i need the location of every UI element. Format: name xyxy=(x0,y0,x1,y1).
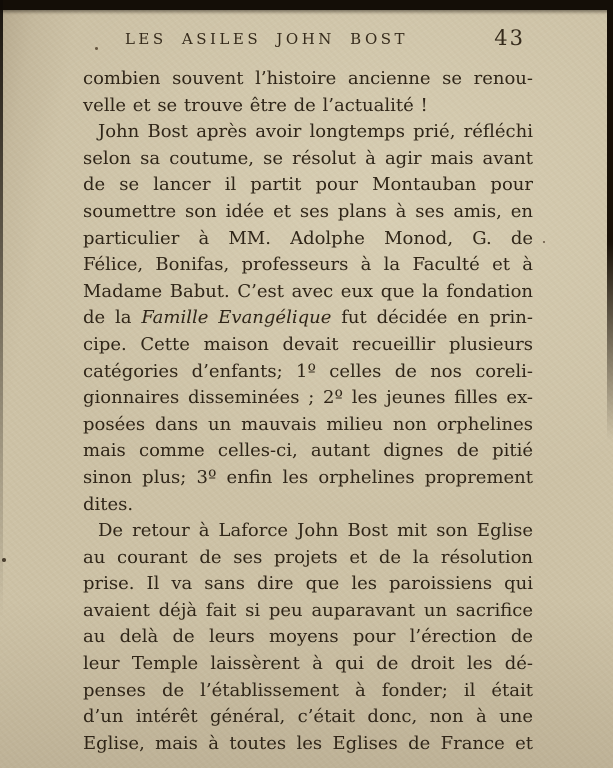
ink-speck xyxy=(2,558,6,562)
text-line: John Bost après avoir longtemps prié, réfléchi xyxy=(98,121,533,143)
text-line: combien souvent l’histoire ancienne se renou- xyxy=(83,68,533,89)
italic-book-title: Famille Evangélique xyxy=(141,307,332,329)
text-line: De retour à Laforce John Bost mit son Eglise xyxy=(98,520,533,542)
text-line: sinon plus; 3º enfin les orphelines proprement xyxy=(83,466,533,488)
running-title: LES ASILES JOHN BOST xyxy=(124,30,409,48)
text-line: d’un intérêt général, c’était donc, non à une xyxy=(83,706,533,728)
text-line: au delà de leurs moyens pour l’érection de xyxy=(83,626,533,648)
text-line: leur Temple laissèrent à qui de droit les dé- xyxy=(83,653,533,675)
text-line: Eglise, mais à toutes les Eglises de France et xyxy=(83,732,533,754)
text-line: velle et se trouve être de l’actualité ! xyxy=(83,94,428,116)
text-line: prise. Il va sans dire que les paroissiens qui xyxy=(83,573,533,595)
text-line: gionnaires disseminées ; 2º les jeunes filles ex- xyxy=(83,387,533,409)
text-line: penses de l’établissement à fonder; il était xyxy=(83,679,533,701)
scan-edge-left xyxy=(0,0,3,620)
text-line: selon sa coutume, se résolut à agir mais avant xyxy=(83,147,533,169)
text-line: catégories d’enfants; 1º celles de nos coreli- xyxy=(83,360,533,382)
text-line: soumettre son idée et ses plans à ses amis, en xyxy=(83,200,533,222)
text-line xyxy=(83,305,533,332)
text-line: cipe. Cette maison devait recueillir plusieurs xyxy=(83,333,533,355)
body-text xyxy=(83,66,533,757)
text-line: de se lancer il partit pour Montauban pour xyxy=(83,174,533,196)
text-line: posées dans un mauvais milieu non orphelines xyxy=(83,413,533,435)
page-number: 43 xyxy=(494,26,525,50)
text-line: mais comme celles-ci, autant dignes de pitié xyxy=(83,440,533,462)
page-header xyxy=(0,26,613,60)
text-line: dites. xyxy=(83,493,134,515)
text-line: au courant de ses projets et de la résolution xyxy=(83,546,533,568)
text-segment: fut décidée en prin- xyxy=(331,307,533,329)
text-line: particulier à MM. Adolphe Monod, G. de xyxy=(83,227,533,249)
scan-edge-right xyxy=(607,0,613,440)
text-line: Félice, Bonifas, professeurs à la Faculté et à xyxy=(83,254,533,276)
text-line: Madame Babut. C’est avec eux que la fondation xyxy=(83,280,533,302)
text-segment: de la xyxy=(83,307,142,329)
text-line: avaient déjà fait si peu auparavant un sacrifice xyxy=(83,599,533,621)
ink-speck xyxy=(543,241,545,243)
scan-edge-top xyxy=(0,0,613,10)
